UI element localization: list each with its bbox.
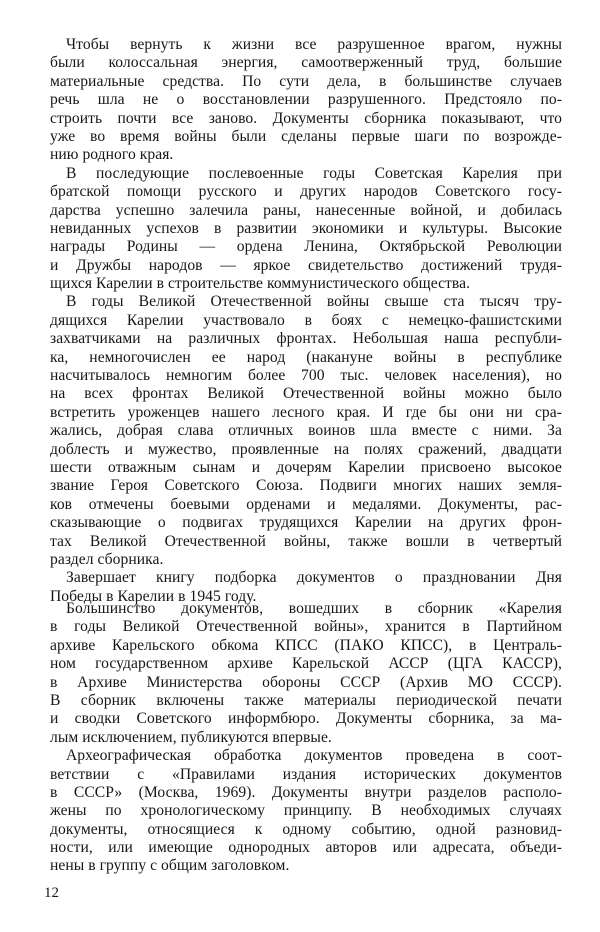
text-line: уже во время войны были сделаны первые шаги по возрожде- [50, 127, 562, 145]
text-line: нены в группу с общим заголовком. [50, 857, 290, 875]
text-line: речь шла не о восстановлении разрушенного. Предстояло по- [50, 91, 562, 109]
text-line: встретить уроженцев нашего лесного края. И где бы они ни сра- [50, 403, 562, 421]
text-line: Большинство документов, вошедших в сборник «Карелия [66, 600, 562, 617]
text-line: нию родного края. [50, 146, 174, 164]
text-line: жались, добрая слава отличных воинов шла вместе с ними. За [50, 422, 562, 440]
text-line: Завершает книгу подборка документов о праздновании Дня [66, 569, 562, 587]
text-block-archives [50, 600, 562, 876]
text-line: В годы Великой Отечественной войны свыше ста тысяч тру- [66, 293, 562, 311]
text-line: тах Великой Отечественной войны, также вошли в четвертый [50, 532, 562, 550]
text-line: щихся Карелии в строительстве коммунистического общества. [50, 275, 471, 293]
text-line: звание Героя Советского Союза. Подвиги многих наших земля- [50, 477, 562, 495]
text-line: награды Родины — ордена Ленина, Октябрьской Революции [50, 238, 562, 256]
text-line: В последующие послевоенные годы Советская Карелия при [66, 164, 562, 182]
text-line: братской помощи русского и других народов Советского госу- [50, 183, 562, 201]
text-line: сказывающие о подвигах трудящихся Карелии на других фрон- [50, 514, 562, 532]
text-line: ном государственном архиве Карельской АССР (ЦГА КАССР), [50, 655, 562, 673]
text-line: шести отважным сынам и дочерям Карелии присвоено высокое [50, 458, 562, 476]
text-line: Чтобы вернуть к жизни все разрушенное врагом, нужны [66, 36, 562, 53]
text-block-main [50, 36, 562, 606]
text-line: на всех фронтах Великой Отечественной войны можно было [50, 385, 562, 403]
text-line: в СССР» (Москва, 1969). Документы внутри разделов располо- [50, 783, 562, 801]
text-line: Археографическая обработка документов проведена в соот- [66, 747, 562, 765]
text-line: невиданных успехов в развитии экономики и культуры. Высокие [50, 219, 562, 237]
text-line: насчитывалось немногим более 700 тыс. человек населения), но [50, 367, 562, 385]
text-line: захватчиками на различных фронтах. Небольшая наша республи- [50, 330, 562, 348]
text-line: ков отмечены боевыми орденами и медалями. Документы, рас- [50, 495, 562, 513]
text-line: архиве Карельского обкома КПСС (ПАКО КПСС), в Централь- [50, 636, 562, 654]
text-line: лым исключением, публикуются впервые. [50, 728, 332, 746]
text-line: в годы Великой Отечественной войны», хранится в Партийном [50, 618, 562, 636]
text-line: ности, или имеющие однородных авторов или адресата, объеди- [50, 839, 562, 857]
text-line: и сводки Советского информбюро. Документы сборника, за ма- [50, 710, 562, 728]
text-line: доблесть и мужество, проявленные на полях сражений, двадцати [50, 440, 562, 458]
text-line: ветствии с «Правилами издания исторических документов [50, 765, 562, 783]
text-line: дарства успешно залечила раны, нанесенные войной, и добилась [50, 201, 562, 219]
text-line: ка, немногочислен ее народ (накануне войны в республике [50, 348, 562, 366]
text-line: Победы в Карелии в 1945 году. [50, 587, 257, 605]
text-line: строить почти все заново. Документы сборника показывают, что [50, 109, 562, 127]
text-line: материальные средства. По сути дела, в большинстве случаев [50, 72, 562, 90]
page-number: 12 [44, 885, 59, 901]
text-line: В сборник включены также материалы периодической печати [50, 691, 562, 709]
text-line: и Дружбы народов — яркое свидетельство достижений трудя- [50, 256, 562, 274]
text-line: были колоссальная энергия, самоотверженный труд, большие [50, 54, 562, 72]
text-line: в Архиве Министерства обороны СССР (Архив МО СССР). [50, 673, 562, 691]
text-line: жены по хронологическому принципу. В необходимых случаях [50, 802, 562, 820]
text-line: раздел сборника. [50, 550, 164, 568]
text-line: документы, относящиеся к одному событию, одной разновид- [50, 820, 562, 838]
text-line: дящихся Карелии участвовало в боях с немецко-фашистскими [50, 311, 562, 329]
